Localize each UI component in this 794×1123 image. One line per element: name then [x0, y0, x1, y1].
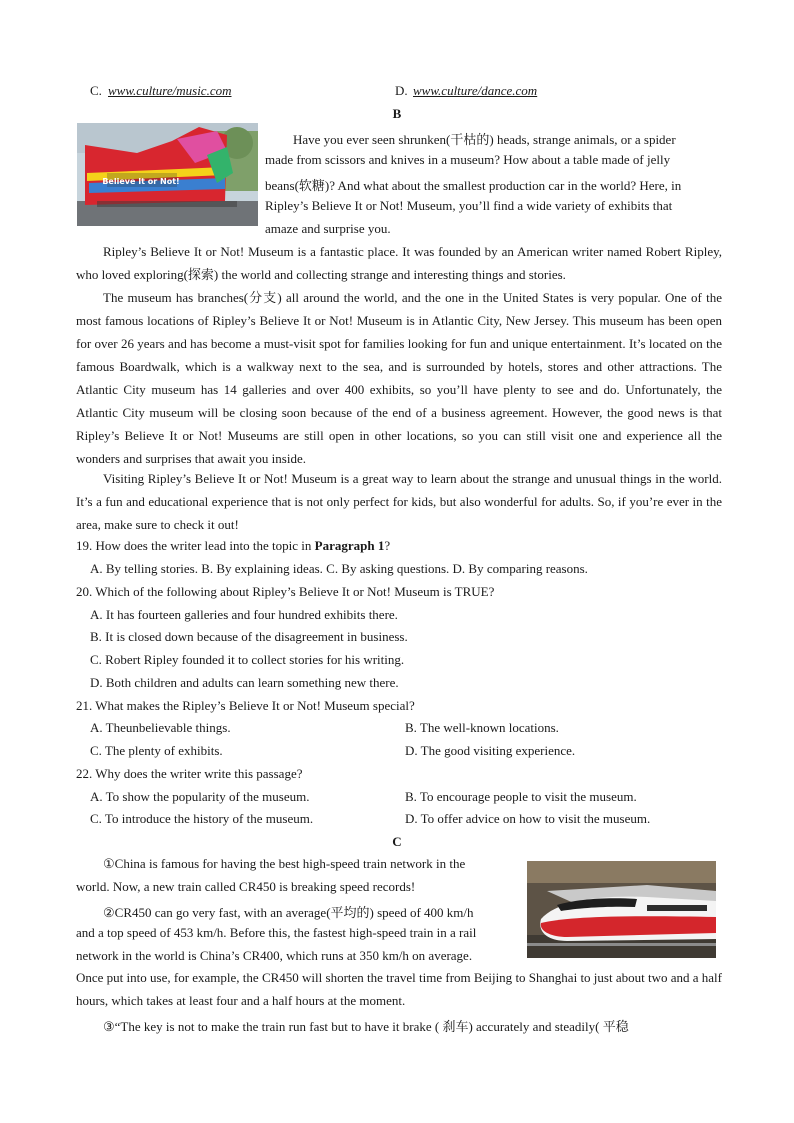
q20-option-b: B. It is closed down because of the disagreement in business.: [90, 629, 408, 644]
train-photo: [527, 861, 716, 958]
c-p2-line-2: and a top speed of 453 km/h. Before this, the fastest high-speed train in a rail: [76, 925, 477, 940]
q20-option-c: C. Robert Ripley founded it to collect stories for his writing.: [90, 652, 405, 667]
option-c-link[interactable]: www.culture/music.com: [108, 83, 232, 98]
q22-option-d: D. To offer advice on how to visit the museum.: [405, 811, 651, 826]
museum-illustration: [77, 123, 258, 226]
option-d-link[interactable]: www.culture/dance.com: [413, 83, 538, 98]
museum-sign-text: Believe It or Not!: [102, 177, 180, 186]
b-paragraph-2: Ripley’s Believe It or Not! Museum is a fantastic place. It was founded by an American writer named Robert Ripley, who loved exploring(探索) the world and collecting strange and interesting things and stories.: [76, 244, 722, 282]
q19-text: 19. How does the writer lead into the topic in: [76, 538, 315, 553]
q21-option-c: C. The plenty of exhibits.: [90, 743, 223, 758]
q21-option-b: B. The well-known locations.: [405, 720, 559, 735]
c-p1-line-2: world. Now, a new train called CR450 is breaking speed records!: [76, 879, 416, 894]
q21-option-d: D. The good visiting experience.: [405, 743, 576, 758]
question-22: 22. Why does the writer write this passage?: [76, 766, 303, 781]
q20-option-d: D. Both children and adults can learn something new there.: [90, 675, 399, 690]
q22-option-a: A. To show the popularity of the museum.: [90, 789, 310, 804]
c-p2-continued: Once put into use, for example, the CR450 will shorten the travel time from Beijing to Shanghai to just about two and a half hours, which takes at least four and a half hours at the moment.: [76, 970, 722, 1008]
c-p1-line-1: ①China is famous for having the best high-speed train network in the: [103, 856, 466, 871]
question-20: 20. Which of the following about Ripley’s Believe It or Not! Museum is TRUE?: [76, 584, 495, 599]
b-intro-line-4: Ripley’s Believe It or Not! Museum, you’ll find a wide variety of exhibits that: [265, 198, 673, 213]
option-c-label: C.: [90, 83, 102, 98]
c-paragraph-3: ③“The key is not to make the train run fast but to have it brake ( 刹车) accurately and steadily( 平稳: [103, 1019, 629, 1034]
q21-option-a: A. Theunbelievable things.: [90, 720, 231, 735]
section-b-heading: B: [392, 106, 402, 121]
option-d-label: D.: [395, 83, 408, 98]
b-paragraph-4: Visiting Ripley’s Believe It or Not! Museum is a great way to learn about the strange and unusual things in the world. It’s a fun and educational experience that is not only perfect for kids, but also wonderful for adults. So, if you’re ever in the area, make sure to check it out!: [76, 471, 722, 532]
question-19: [76, 538, 390, 554]
q22-option-c: C. To introduce the history of the museum.: [90, 811, 314, 826]
q22-option-b: B. To encourage people to visit the museum.: [405, 789, 637, 804]
section-c-heading: C: [392, 834, 402, 849]
train-illustration: [527, 861, 716, 958]
c-p2-line-3: network in the world is China’s CR400, which runs at 350 km/h on average.: [76, 948, 473, 963]
q19-end: ?: [384, 538, 391, 553]
q19-options: A. By telling stories. B. By explaining ideas. C. By asking questions. D. By comparing reasons.: [90, 561, 588, 576]
b-intro-line-5: amaze and surprise you.: [265, 221, 391, 236]
b-intro-line-3: beans(软糖)? And what about the smallest production car in the world? Here, in: [265, 178, 682, 193]
b-paragraph-3: The museum has branches(分支) all around the world, and the one in the United States is very popular. One of the most famous locations of Ripley’s Believe It or Not! Museum is in Atlantic City, New Jersey. This museum has been open for over 26 years and has become a must-visit spot for families looking for fun and unique entertainment. It’s located on the famous Boardwalk, which is a walkway next to the sea, and is surrounded by hotels, stores and other attractions. The Atlantic City museum has 14 galleries and over 400 exhibits, so you’ll have plenty to see and do. Unfortunately, the Atlantic City museum will be closing soon because of the end of a business agreement. However, the good news is that Ripley’s Believe It or Not! Museums are still open in other locations, so you can still visit one and experience all the wonders and surprises that await you inside.: [76, 290, 722, 466]
b-intro-line-1: Have you ever seen shrunken(干枯的) heads, strange animals, or a spider: [293, 132, 676, 147]
b-intro-line-2: made from scissors and knives in a museum? How about a table made of jelly: [265, 152, 671, 167]
c-p2-line-1: ②CR450 can go very fast, with an average(平均的) speed of 400 km/h: [103, 905, 474, 920]
q20-option-a: A. It has fourteen galleries and four hundred exhibits there.: [90, 607, 398, 622]
q19-bold: Paragraph 1: [314, 538, 385, 553]
museum-photo: [77, 123, 258, 226]
question-21: 21. What makes the Ripley’s Believe It or Not! Museum special?: [76, 698, 415, 713]
